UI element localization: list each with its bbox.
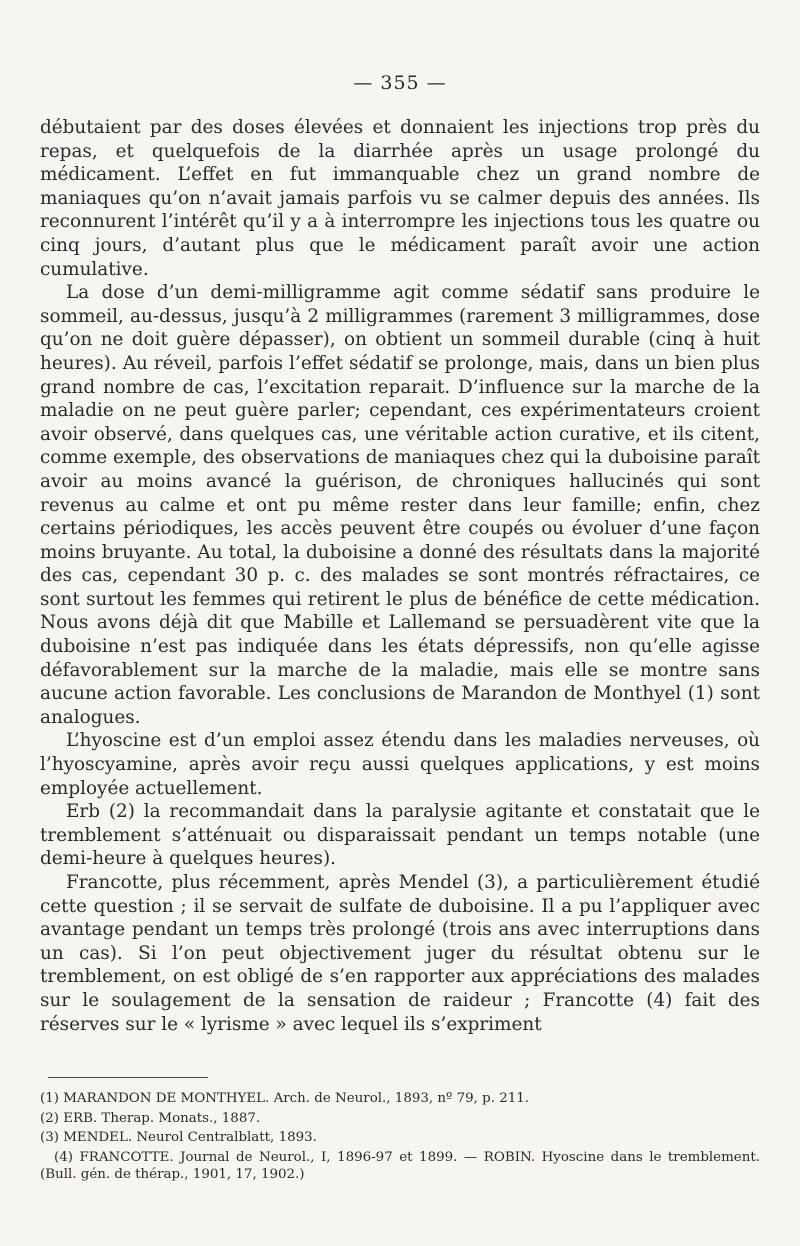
footnote-1: (1) MARANDON DE MONTHYEL. Arch. de Neurol., 1893, nº 79, p. 211. — [40, 1091, 530, 1106]
paragraph-3: L’hyoscine est d’un emploi assez étendu dans les maladies nerveuses, où l’hyoscyamine, après avoir reçu aussi quelques applications, y est moins employée actuellement. — [40, 730, 760, 799]
footnote-divider — [48, 1077, 208, 1078]
page-number: — 355 — — [353, 72, 447, 94]
paragraph-4: Erb (2) la recommandait dans la paralysie agitante et constatait que le tremblement s’atténuait ou disparaissait pendant un temps notable (une demi-heure à quelques heures). — [40, 801, 760, 870]
body-text — [40, 116, 760, 1036]
paragraph-5: Francotte, plus récemment, après Mendel (3), a particulièrement étudié cette question ; il se servait de sulfate de duboisine. Il a pu l’appliquer avec avantage pendant un temps très prolongé (trois ans avec interruptions dans un cas). Si l’on peut objectivement juger du résultat obtenu sur le tremblement, on est obligé de s’en rapporter aux appréciations des malades sur le soulagement de la sensation de raideur ; Francotte (4) fait des réserves sur le « lyrisme » avec lequel ils s’expriment — [40, 872, 760, 1035]
footnote-2: (2) ERB. Therap. Monats., 1887. — [40, 1110, 261, 1126]
paragraph-2: La dose d’un demi-milligramme agit comme sédatif sans produire le sommeil, au-dessus, jusqu’à 2 milligrammes (rarement 3 milligrammes, dose qu’on ne doit guère dépasser), on obtient un sommeil durable (cinq à huit heures). Au réveil, parfois l’effet sédatif se prolonge, mais, dans un bien plus grand nombre de cas, l’excitation reparait. D’influence sur la marche de la maladie on ne peut guère parler; cependant, ces expérimentateurs croient avoir observé, dans quelques cas, une véritable action curative, et ils citent, comme exemple, des observations de maniaques chez qui la duboisine paraît avoir au moins avancé la guérison, de chroniques hallucinés qui sont revenus au calme et ont pu même rester dans leur famille; enfin, chez certains périodiques, les accès peuvent être coupés ou évoluer d’une façon moins bruyante. Au total, la duboisine a donné des résultats dans la majorité des cas, cependant 30 p. c. des malades se sont montrés réfractaires, ce sont surtout les femmes qui retirent le plus de bénéfice de cette médication. Nous avons déjà dit que Mabille et Lallemand se persuadèrent vite que la duboisine n’est pas indiquée dans les états dépressifs, non qu’elle agisse défavorablement sur la marche de la maladie, mais elle se montre sans aucune action favorable. Les conclusions de Marandon de Monthyel (1) sont analogues. — [40, 282, 760, 728]
footnote-4: (4) FRANCOTTE. Journal de Neurol., I, 1896-97 et 1899. — ROBIN. Hyoscine dans le tremblement. (Bull. gén. de thérap., 1901, 17, 1902.) — [40, 1149, 760, 1182]
footnotes — [40, 1090, 760, 1186]
footnote-3: (3) MENDEL. Neurol Centralblatt, 1893. — [40, 1130, 317, 1145]
paragraph-1: débutaient par des doses élevées et donnaient les injections trop près du repas, et quelquefois de la diarrhée après un usage prolongé du médicament. L’effet en fut immanquable chez un grand nombre de maniaques qu’on n’avait jamais parfois vu se calmer depuis des années. Ils reconnurent l’intérêt qu’il y a à interrompre les injections tous les quatre ou cinq jours, d’autant plus que le médicament paraît avoir une action cumulative. — [40, 117, 760, 280]
